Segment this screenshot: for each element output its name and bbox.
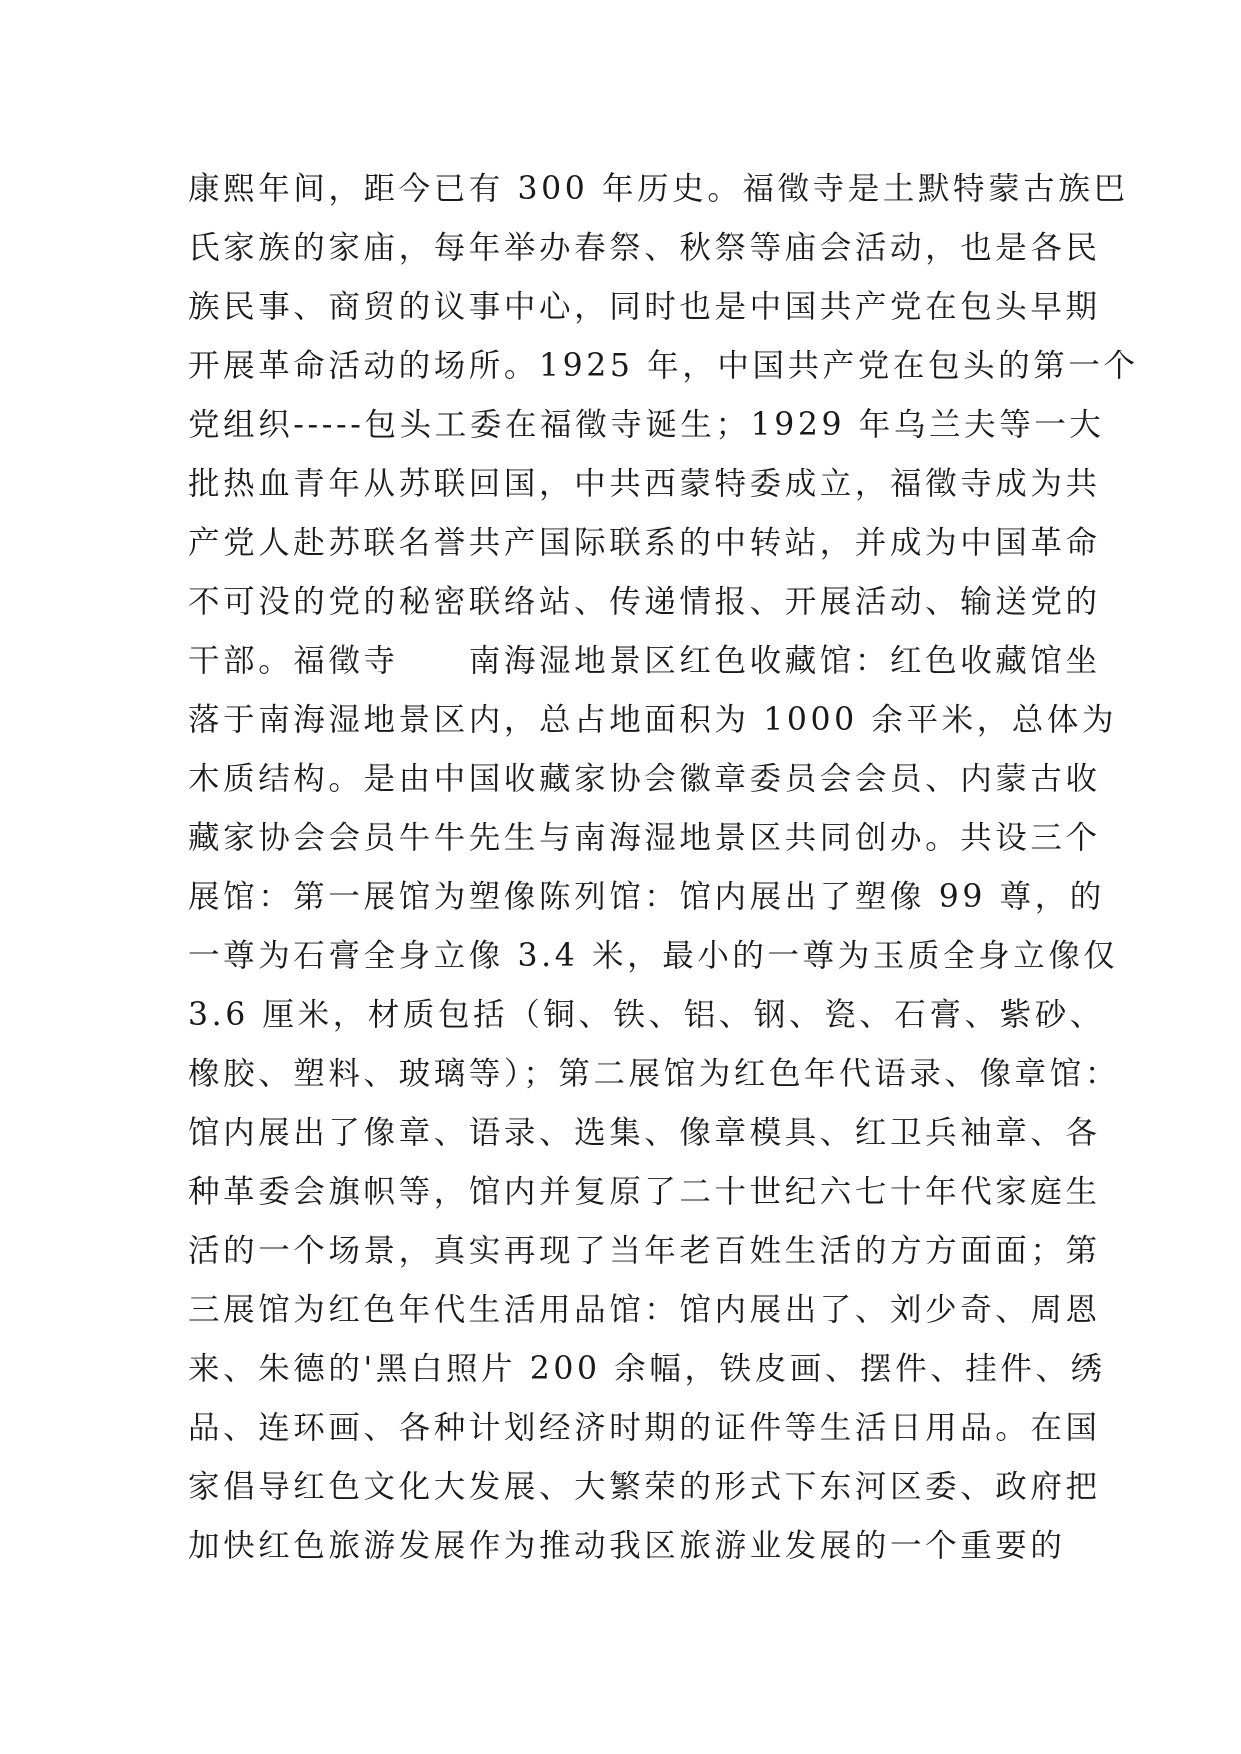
text-line: 藏家协会会员牛牛先生与南海湿地景区共同创办。共设三个 (188, 820, 1101, 856)
text-line: 康熙年间，距今已有 300 年历史。福徵寺是土默特蒙古族巴 (188, 171, 1129, 207)
text-line: 不可没的党的秘密联络站、传递情报、开展活动、输送党的 (188, 584, 1101, 620)
text-line: 族民事、商贸的议事中心，同时也是中国共产党在包头早期 (188, 289, 1101, 325)
text-line: 展馆：第一展馆为塑像陈列馆：馆内展出了塑像 99 尊，的 (188, 879, 1105, 915)
text-line: 来、朱德的'黑白照片 200 余幅，铁皮画、摆件、挂件、绣 (188, 1351, 1106, 1387)
text-line: 落于南海湿地景区内，总占地面积为 1000 余平米，总体为 (188, 702, 1118, 738)
text-line: 党组织-----包头工委在福徵寺诞生；1929 年乌兰夫等一大 (188, 407, 1105, 443)
text-line: 橡胶、塑料、玻璃等）；第二展馆为红色年代语录、像章馆： (188, 1056, 1120, 1092)
text-line: 干部。福徵寺 南海湿地景区红色收藏馆：红色收藏馆坐 (188, 643, 1101, 679)
text-line: 加快红色旅游发展作为推动我区旅游业发展的一个重要的 (188, 1528, 1066, 1564)
text-line: 活的一个场景，真实再现了当年老百姓生活的方方面面；第 (188, 1233, 1101, 1269)
text-line: 一尊为石膏全身立像 3.4 米，最小的一尊为玉质全身立像仅 (188, 938, 1119, 974)
text-line: 3.6 厘米，材质包括（铜、铁、铝、钢、瓷、石膏、紫砂、 (188, 997, 1105, 1033)
text-line: 木质结构。是由中国收藏家协会徽章委员会会员、内蒙古收 (188, 761, 1101, 797)
text-line: 产党人赴苏联名誉共产国际联系的中转站，并成为中国革命 (188, 525, 1101, 561)
body-paragraph (188, 160, 1139, 1576)
text-line: 三展馆为红色年代生活用品馆：馆内展出了、刘少奇、周恩 (188, 1292, 1101, 1328)
text-line: 品、连环画、各种计划经济时期的证件等生活日用品。在国 (188, 1410, 1101, 1446)
text-line: 批热血青年从苏联回国，中共西蒙特委成立，福徵寺成为共 (188, 466, 1101, 502)
text-line: 开展革命活动的场所。1925 年，中国共产党在包头的第一个 (188, 348, 1139, 384)
text-line: 种革委会旗帜等，馆内并复原了二十世纪六七十年代家庭生 (188, 1174, 1101, 1210)
text-line: 家倡导红色文化大发展、大繁荣的形式下东河区委、政府把 (188, 1469, 1101, 1505)
text-line: 馆内展出了像章、语录、选集、像章模具、红卫兵袖章、各 (188, 1115, 1101, 1151)
text-line: 氏家族的家庙，每年举办春祭、秋祭等庙会活动，也是各民 (188, 230, 1101, 266)
